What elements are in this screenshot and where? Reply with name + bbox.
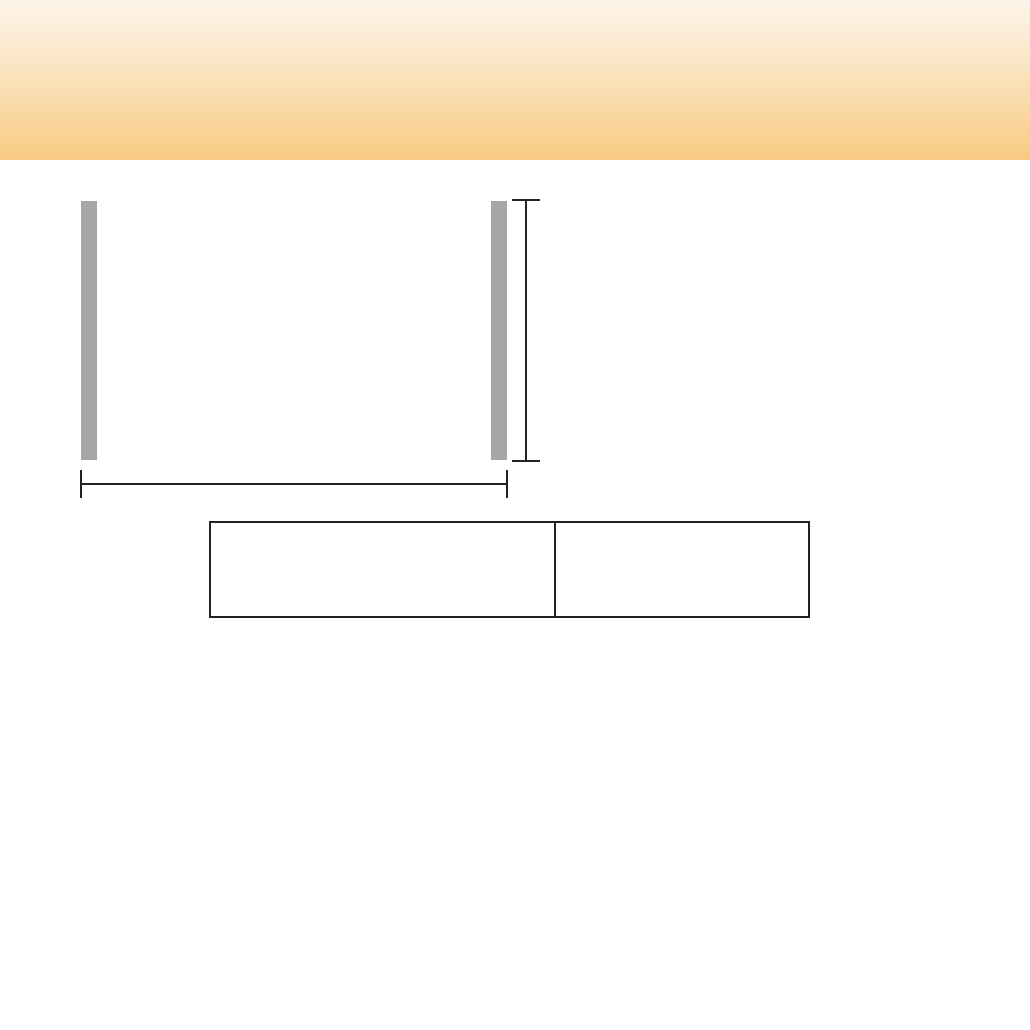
table-header-row bbox=[210, 522, 809, 617]
left-silicone-strip bbox=[81, 201, 97, 460]
size-table bbox=[209, 521, 810, 618]
header-dimensions bbox=[210, 522, 555, 617]
header-pipe-count bbox=[555, 522, 809, 617]
right-silicone-strip bbox=[491, 201, 507, 460]
